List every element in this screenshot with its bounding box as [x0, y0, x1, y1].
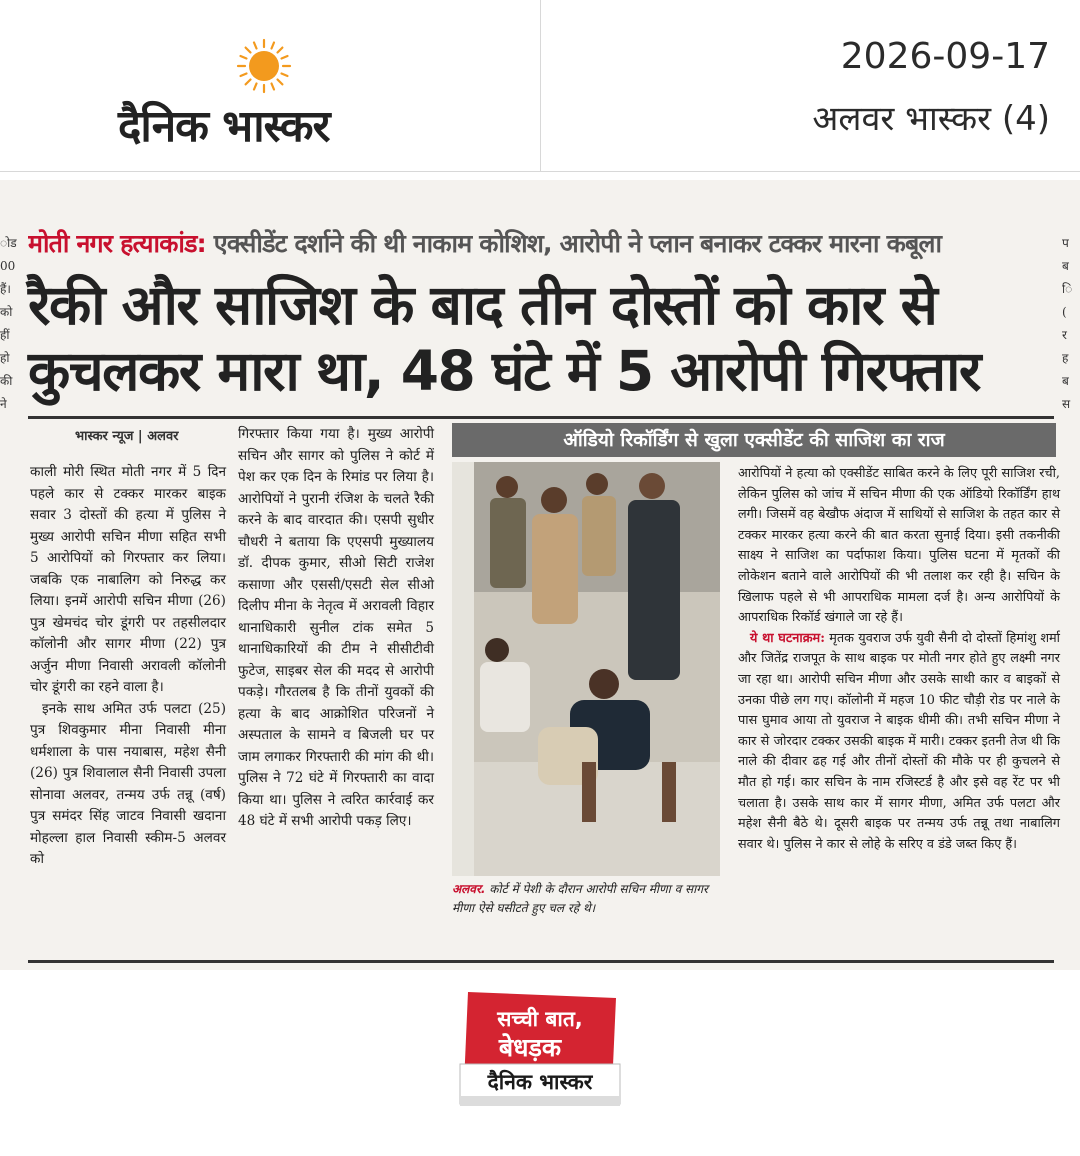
left-edge-cut-text: ोड 00 हैं। को हीं हो की ने: [0, 236, 17, 411]
slogan-brand: दैनिक भास्कर: [487, 1070, 593, 1094]
article-headline: [28, 272, 1054, 404]
photo-section-banner: ऑडियो रिकॉर्डिंग से खुला एक्सीडेंट की साजिश का राज: [452, 423, 1056, 457]
section-heading: ये था घटनाक्रम:: [750, 630, 825, 646]
article-kicker: [28, 226, 1054, 266]
slogan-line-1: सच्ची बात,: [497, 1007, 583, 1031]
slogan-line-2: बेधड़क: [498, 1033, 562, 1062]
column-1-paragraph-2: इनके साथ अमित उर्फ पलटा (25) पुत्र शिवकुमार मीना निवासी मीना धर्मशाला के पास नयाबास, महेश सैनी (26) पुत्र शिवालाल सैनी निवासी उपला सोनावा अलवर, तन्मय उर्फ तन्नू (वर्ष) पुत्र समंदर सिंह जाटव निवासी खदाना मोहल्ला हाल निवासी स्कीम-5 अलवर को: [30, 700, 226, 867]
edition-label: अलवर भास्कर (4): [812, 99, 1050, 139]
logo-wordmark: दैनिक भास्कर: [118, 101, 330, 152]
headline-rule: [28, 416, 1054, 419]
column-3-paragraph-2: [738, 629, 1060, 856]
sun-icon: [236, 38, 292, 94]
photo-caption: [452, 880, 722, 918]
article-column-2: [238, 424, 434, 833]
article-column-1: [30, 462, 226, 871]
column-3-paragraph-1: आरोपियों ने हत्या को एक्सीडेंट साबित करने के लिए पूरी साजिश रची, लेकिन पुलिस को जांच में सचिन मीणा की एक ऑडियो रिकॉर्डिंग हाथ लगी। जिसमें वह बेखौफ अंदाज में साथियों से साजिश के तहत कार से टक्कर मारकर हत्या करने की बात करता सुनाई दिया। इसी तकनीकी साक्ष्य ने साजिश का पर्दाफाश किया। पुलिस घटना में मृतकों की लोकेशन बताने वाले आरोपियों की भी तलाश कर रही है। सचिन के खिलाफ पहले से भी आपराधिक मामला दर्ज है। अन्य आरोपियों के आपराधिक रिकॉर्ड खंगाले जा रहे हैं।: [738, 466, 1060, 626]
column-2-paragraph-1: गिरफ्तार किया गया है। मुख्य आरोपी सचिन और सागर को पुलिस ने कोर्ट में पेश कर एक दिन के रिमांड पर लिया है। आरोपियों ने पुरानी रंजिश के चलते रैकी करने के बाद वारदात की। एसपी सुधीर चौधरी ने बताया कि एएसपी मुख्यालय डॉ. दीपक कुमार, सीओ सिटी राजेश कसाणा और एससी/एसटी सेल सीओ दिलीप मीना के नेतृत्व में अरावली विहार थानाधिकारी सुनील टांक समेत 5 थानाधिकारियों की टीम ने सीसीटीवी फुटेज, साइबर सेल की मदद से आरोपी पकड़े। गौरतलब है कि तीनों युवकों की हत्या के बाद आक्रोशित परिजनों ने अस्पताल के सामने व बिजली घर पर जाम लगाकर गिरफ्तारी की मांग की थी। पुलिस ने 72 घंटे में गिरफ्तारी का वादा किया था। पुलिस ने त्वरित कार्रवाई कर 48 घंटे में सभी आरोपी पकड़ लिए।: [238, 426, 434, 829]
column-1-paragraph-1: काली मोरी स्थित मोती नगर में 5 दिन पहले कार से टक्कर मारकर बाइक सवार 3 दोस्तों की हत्या में पुलिस ने मुख्य आरोपी सचिन मीणा सहित सभी 5 आरोपियों को गिरफ्तार कर लिया। जबकि एक नाबालिग को निरुद्ध कर लिया। इनमें आरोपी सचिन मीणा (26) पुत्र खेमचंद चोर डूंगरी पर तहसीलदार कॉलोनी और सागर मीणा (22) पुत्र अर्जुन मीणा निवासी अरावली कॉलोनी चोर डूंगरी का रहने वाला है।: [30, 464, 226, 695]
dainik-bhaskar-logo: [118, 38, 418, 152]
column-3-paragraph-2-text: मृतक युवराज उर्फ युवी सैनी दो दोस्तों हिमांशु शर्मा और जितेंद्र राजपूत के साथ बाइक पर मोती नगर होते हुए लक्ष्मी नगर जा रहा था। आरोपी सचिन मीणा और उसके साथी कार व बाइकों से उनका पीछे लग गए। कॉलोनी में महज 10 फीट चौड़ी रोड पर नाले के पास घुमाव आया तो युवराज ने बाइक धीमी की। तभी सचिन मीणा ने कार से जोरदार टक्कर उसकी बाइक में मारी। टक्कर इतनी तेज थी कि नाले की दीवार ढह गई और तीनों दोस्तों की मौके पर ही कुचलने से मौत हो गई। कार सचिन के नाम रजिस्टर्ड है और इसे वह रेंट पर भी चलाता है। उसके साथ कार में सागर मीणा, अमित उर्फ पलटा और महेश सैनी बैठे थे। दूसरी बाइक पर तन्मय उर्फ तन्नू तथा नाबालिग सवार थे। पुलिस ने कार से लोहे के सरिए व डंडे जब्त किए हैं।: [738, 630, 1060, 852]
page-header: [0, 0, 1080, 172]
sachchi-baat-bedhadak-logo: [458, 988, 622, 1114]
caption-text: कोर्ट में पेशी के दौरान आरोपी सचिन मीणा व सागर मीणा ऐसे घसीटते हुए चल रहे थे।: [452, 882, 708, 915]
byline: भास्कर न्यूज | अलवर: [75, 429, 179, 444]
kicker-text: एक्सीडेंट दर्शाने की थी नाकाम कोशिश, आरोपी ने प्लान बनाकर टक्कर मारना कबूला: [213, 229, 942, 258]
publication-date: 2026-09-17: [840, 36, 1050, 77]
newspaper-clipping: [0, 180, 1080, 970]
court-photo-image: [452, 462, 720, 876]
headline-line-2: कुचलकर मारा था, 48 घंटे में 5 आरोपी गिरफ्तार: [28, 339, 980, 403]
headline-line-1: रैकी और साजिश के बाद तीन दोस्तों को कार से: [28, 273, 937, 337]
caption-lead: अलवर.: [452, 882, 486, 896]
kicker-label: मोती नगर हत्याकांड:: [28, 229, 206, 258]
right-edge-cut-text: प ब ि ( र ह ब स: [1062, 236, 1073, 411]
article-column-3: [738, 464, 1060, 855]
header-divider: [540, 0, 541, 172]
bottom-rule: [28, 960, 1054, 963]
